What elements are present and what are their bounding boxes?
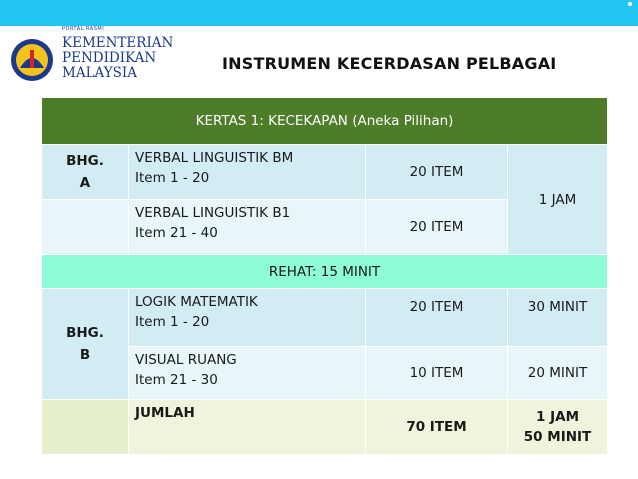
total-empty-cell	[42, 400, 129, 455]
section-a-time: 1 JAM	[508, 145, 608, 255]
logo-line-2: PENDIDIKAN	[62, 50, 157, 66]
table-row-desc: VERBAL LINGUISTIK B1 Item 21 - 40	[129, 200, 366, 255]
table-row-time: 20 MINIT	[508, 347, 608, 400]
table-row-items: 10 ITEM	[366, 347, 508, 400]
table-row-items: 20 ITEM	[366, 145, 508, 200]
ministry-emblem-icon	[10, 38, 54, 82]
logo-line-1: KEMENTERIAN	[62, 35, 174, 51]
banner-dot	[628, 2, 632, 6]
page-heading: INSTRUMEN KECERDASAN PELBAGAI	[222, 54, 557, 73]
logo-small-text: PORTAL RASMI	[62, 26, 105, 32]
top-banner	[0, 0, 638, 26]
section-a-empty-cell	[42, 200, 129, 255]
table-row-time: 30 MINIT	[508, 289, 608, 347]
table-row-items: 20 ITEM	[366, 289, 508, 347]
section-b-label: BHG. B	[42, 289, 129, 400]
exam-schedule-table	[41, 97, 608, 455]
logo-line-3: MALAYSIA	[62, 65, 137, 81]
total-items: 70 ITEM	[366, 400, 508, 455]
table-title: KERTAS 1: KECEKAPAN (Aneka Pilihan)	[42, 98, 608, 145]
table-row-desc: VERBAL LINGUISTIK BM Item 1 - 20	[129, 145, 366, 200]
table-row-items: 20 ITEM	[366, 200, 508, 255]
table-row-desc: VISUAL RUANG Item 21 - 30	[129, 347, 366, 400]
table-row-desc: LOGIK MATEMATIK Item 1 - 20	[129, 289, 366, 347]
total-time: 1 JAM 50 MINIT	[508, 400, 608, 455]
section-a-label: BHG. A	[42, 145, 129, 200]
total-label: JUMLAH	[129, 400, 366, 455]
break-row: REHAT: 15 MINIT	[42, 255, 608, 289]
